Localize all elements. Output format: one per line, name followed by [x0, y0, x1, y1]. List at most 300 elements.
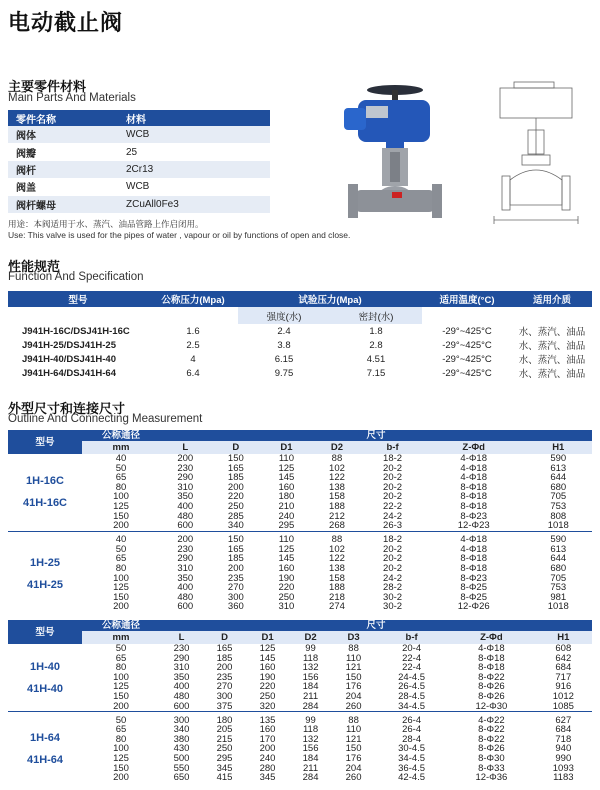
- dim-cell: 80: [115, 662, 127, 674]
- dim-col-header: D1: [246, 631, 289, 644]
- dim-cell: 290: [173, 652, 190, 664]
- dim-cell: 300: [227, 591, 244, 603]
- dim-col-header: H1: [535, 631, 592, 644]
- dim-row: [8, 554, 592, 564]
- spec-cell: -29°~425°C: [442, 325, 492, 337]
- dim-cell: 753: [550, 582, 567, 594]
- dim-cell: 230: [173, 643, 190, 654]
- dim-cell: 295: [278, 520, 295, 532]
- spec-cell: 1.8: [369, 325, 383, 337]
- spec-cell: 2.5: [186, 339, 200, 351]
- dim-cell: 125: [113, 500, 129, 512]
- dim-cell: 40: [115, 453, 127, 464]
- dim-cell: 135: [259, 714, 276, 726]
- dim-cell: 212: [329, 510, 345, 522]
- dim-cell: 627: [555, 714, 572, 726]
- dim-cell: 8-Φ26: [478, 743, 505, 755]
- dim-cell: 132: [302, 733, 319, 745]
- dim-cell: 240: [278, 510, 295, 522]
- dim-cell: 30-2: [383, 601, 403, 613]
- dim-cell: 26-4: [402, 714, 422, 726]
- dim-cell: 260: [345, 772, 362, 784]
- dim-cell: 188: [329, 582, 345, 594]
- dim-cell: 1018: [547, 601, 569, 613]
- spec-sub-strength: 强度(水): [238, 307, 330, 324]
- dim-cell: 350: [173, 671, 190, 683]
- dim-cell: 8-Φ23: [460, 572, 487, 584]
- dim-model-line2: 41H-64: [26, 754, 64, 767]
- dim-cell: 290: [177, 553, 194, 565]
- dim-cell: 156: [302, 743, 319, 755]
- spec-header-medium: 适用介质: [512, 291, 592, 307]
- dim-cell: 270: [216, 681, 233, 693]
- dim-cell: 118: [302, 652, 319, 664]
- dim-header-size: 尺寸: [160, 430, 592, 441]
- dim-row: [8, 483, 592, 493]
- dim-cell: 188: [329, 500, 345, 512]
- dim-cell: 642: [555, 652, 572, 664]
- dim-cell: 100: [113, 743, 129, 755]
- dim-cell: 285: [227, 510, 244, 522]
- dim-cell: 160: [259, 724, 276, 736]
- dim-cell: 981: [550, 591, 567, 603]
- dim-cell: 165: [227, 462, 244, 474]
- dim-cell: 8-Φ22: [478, 733, 505, 745]
- dim-cell: 190: [259, 671, 276, 683]
- dim-cell: 4-Φ18: [478, 643, 505, 654]
- dim-col-header: Z-Φd: [448, 631, 535, 644]
- dim-cell: 185: [216, 652, 233, 664]
- dim-cell: 380: [173, 733, 190, 745]
- dim-cell: 12-Φ30: [475, 700, 508, 712]
- dim-cell: 8-Φ18: [460, 500, 487, 512]
- dim-cell: 284: [302, 772, 319, 784]
- dim-cell: 190: [278, 572, 295, 584]
- dim-cell: 280: [259, 762, 276, 774]
- dim-cell: 110: [345, 724, 362, 736]
- dim-cell: 28-4: [402, 733, 422, 745]
- dim-cell: 122: [329, 553, 345, 565]
- dim-cell: 22-4: [402, 652, 422, 664]
- dim-cell: 200: [259, 743, 276, 755]
- dim-model-cell: [8, 716, 82, 783]
- dim-cell: 400: [177, 582, 194, 594]
- dim-table-a: [8, 430, 592, 612]
- dim-cell: 132: [302, 662, 319, 674]
- dim-cell: 220: [259, 681, 276, 693]
- dim-cell: 215: [216, 733, 233, 745]
- dim-cell: 30-2: [383, 591, 403, 603]
- dim-cell: 590: [550, 453, 567, 464]
- dim-cell: 24-4.5: [398, 671, 426, 683]
- dim-cell: 145: [259, 652, 276, 664]
- dim-cell: 138: [329, 563, 345, 575]
- spec-cell: 4.51: [366, 353, 386, 365]
- dim-cell: 160: [278, 563, 295, 575]
- dim-cell: 8-Φ25: [460, 582, 487, 594]
- dim-cell: 65: [115, 472, 127, 484]
- dim-cell: 200: [177, 453, 194, 464]
- part-name: 阀杆螺母: [8, 196, 118, 213]
- dim-cell: 345: [259, 772, 276, 784]
- part-name: 阀瓣: [16, 148, 36, 160]
- dim-row: [8, 464, 592, 474]
- part-name: 阀盖: [16, 183, 36, 195]
- dim-cell: 12-Φ26: [457, 601, 490, 613]
- dim-cell: 180: [216, 714, 233, 726]
- dim-cell: 80: [115, 733, 127, 745]
- dim-cell: 211: [302, 690, 319, 702]
- dim-header-dn: 公称通径: [82, 430, 160, 441]
- spec-cell: 3.8: [277, 339, 291, 351]
- dim-cell: 99: [305, 643, 316, 654]
- dim-cell: 1018: [547, 520, 569, 532]
- dim-cell: 268: [329, 520, 345, 532]
- dim-cell: 12-Φ23: [457, 520, 490, 532]
- dim-cell: 480: [177, 510, 194, 522]
- dim-row: [8, 521, 592, 531]
- dim-cell: 310: [177, 563, 194, 575]
- dim-cell: 50: [115, 462, 127, 474]
- dim-cell: 150: [227, 453, 244, 464]
- dim-cell: 300: [216, 690, 233, 702]
- dim-cell: 600: [173, 700, 190, 712]
- dim-model-line2: 41H-16C: [22, 497, 68, 510]
- spec-table: [8, 291, 592, 380]
- part-material: WCB: [126, 181, 150, 193]
- dim-cell: 345: [216, 762, 233, 774]
- spec-model: J941H-64/DSJ41H-64: [22, 367, 117, 379]
- dim-cell: 200: [113, 601, 129, 613]
- dim-cell: 300: [173, 714, 190, 726]
- dim-cell: 158: [329, 491, 345, 503]
- dim-cell: 158: [329, 572, 345, 584]
- dim-cell: 36-4.5: [398, 762, 426, 774]
- dim-cell: 125: [113, 753, 129, 765]
- parts-table: [8, 110, 270, 213]
- dim-cell: 150: [113, 762, 129, 774]
- dim-cell: 480: [173, 690, 190, 702]
- dim-cell: 613: [550, 462, 567, 474]
- dim-col-header: D1: [261, 441, 312, 454]
- dim-cell: 24-2: [383, 510, 403, 522]
- dim-cell: 125: [113, 681, 129, 693]
- dim-cell: 185: [227, 472, 244, 484]
- dim-cell: 8-Φ18: [460, 491, 487, 503]
- dim-cell: 100: [113, 671, 129, 683]
- dim-cell: 240: [259, 753, 276, 765]
- dim-cell: 150: [113, 591, 129, 603]
- dim-cell: 65: [115, 724, 127, 736]
- dim-cell: 160: [278, 481, 295, 493]
- dim-cell: 22-2: [383, 500, 403, 512]
- dim-table-b: [8, 620, 592, 783]
- dim-cell: 480: [177, 591, 194, 603]
- dim-row: [8, 593, 592, 603]
- dim-col-header: D: [211, 441, 262, 454]
- dim-cell: 26-4.5: [398, 681, 426, 693]
- spec-cell: 水、蒸汽、油品: [518, 355, 586, 366]
- dim-cell: 20-2: [383, 553, 403, 565]
- dim-cell: 550: [173, 762, 190, 774]
- dim-cell: 200: [216, 662, 233, 674]
- dim-cell: 118: [302, 724, 319, 736]
- dim-col-header: b-f: [362, 441, 423, 454]
- dim-row: [8, 583, 592, 593]
- dim-cell: 8-Φ33: [478, 762, 505, 774]
- dim-cell: 160: [259, 662, 276, 674]
- part-material: 25: [126, 146, 138, 158]
- dim-cell: 200: [227, 481, 244, 493]
- dim-cell: 80: [115, 481, 127, 493]
- dim-cell: 916: [555, 681, 572, 693]
- dim-cell: 705: [550, 572, 567, 584]
- dim-cell: 600: [177, 601, 194, 613]
- dim-cell: 310: [173, 662, 190, 674]
- dim-cell: 644: [550, 553, 567, 565]
- dim-header-model: 型号: [8, 620, 82, 644]
- spec-heading-en: Function And Specification: [8, 271, 144, 283]
- dim-cell: 8-Φ23: [460, 510, 487, 522]
- dim-cell: 20-2: [383, 491, 403, 503]
- dim-col-header: L: [160, 631, 203, 644]
- dim-cell: 20-4: [402, 643, 422, 654]
- dim-cell: 8-Φ22: [478, 671, 505, 683]
- dim-cell: 4-Φ22: [478, 714, 505, 726]
- dim-row: [8, 492, 592, 502]
- use-note-en: Use: This valve is used for the pipes of water , vapour or oil by functions of open and close.: [8, 230, 351, 240]
- dim-header-model: 型号: [8, 430, 82, 454]
- dim-cell: 320: [259, 700, 276, 712]
- dim-cell: 50: [115, 543, 127, 555]
- dim-cell: 176: [345, 681, 362, 693]
- dim-model-line1: 1H-64: [30, 732, 60, 745]
- dim-cell: 88: [348, 714, 359, 726]
- dim-cell: 50: [115, 643, 127, 654]
- dim-cell: 28-4.5: [398, 690, 426, 702]
- spec-cell: 6.4: [186, 367, 200, 379]
- dim-cell: 150: [345, 743, 362, 755]
- dim-header-mm: mm: [82, 441, 160, 454]
- dim-cell: 717: [555, 671, 572, 683]
- dim-cell: 12-Φ36: [475, 772, 508, 784]
- dim-cell: 250: [278, 591, 295, 603]
- dim-cell: 8-Φ22: [478, 724, 505, 736]
- dim-cell: 705: [550, 491, 567, 503]
- dim-cell: 26-3: [383, 520, 403, 532]
- dim-cell: 145: [278, 553, 295, 565]
- dim-cell: 138: [329, 481, 345, 493]
- spec-cell: 9.75: [274, 367, 294, 379]
- dim-cell: 718: [555, 733, 572, 745]
- dim-cell: 8-Φ30: [478, 753, 505, 765]
- dim-cell: 375: [216, 700, 233, 712]
- dim-cell: 430: [173, 743, 190, 755]
- dim-cell: 1085: [552, 700, 574, 712]
- part-material: 2Cr13: [118, 161, 270, 178]
- valve-line-drawing: [490, 80, 590, 240]
- spec-cell: 水、蒸汽、油品: [518, 327, 586, 338]
- spec-cell: 2.8: [369, 339, 383, 351]
- spec-model: J941H-40/DSJ41H-40: [22, 353, 117, 365]
- dim-cell: 28-2: [383, 582, 403, 594]
- spec-model: J941H-16C/DSJ41H-16C: [22, 325, 130, 337]
- dim-cell: 230: [177, 543, 194, 555]
- dim-cell: 165: [216, 643, 233, 654]
- dim-cell: 400: [173, 681, 190, 693]
- dim-cell: 125: [113, 582, 129, 594]
- dim-cell: 88: [348, 643, 359, 654]
- spec-cell: -29°~425°C: [442, 353, 492, 365]
- dim-cell: 165: [227, 543, 244, 555]
- dim-row: [8, 773, 592, 783]
- spec-cell: 1.6: [186, 325, 200, 337]
- dim-cell: 20-2: [383, 472, 403, 484]
- spec-cell: -29°~425°C: [442, 339, 492, 351]
- dim-cell: 753: [550, 500, 567, 512]
- dim-header-dn: 公称通径: [82, 620, 160, 631]
- dim-cell: 22-4: [402, 662, 422, 674]
- spec-model: J941H-25/DSJ41H-25: [22, 339, 117, 351]
- dim-cell: 284: [302, 700, 319, 712]
- dim-cell: 8-Φ18: [460, 563, 487, 575]
- parts-header-name: 零件名称: [8, 110, 118, 126]
- dim-cell: 150: [227, 534, 244, 546]
- dim-cell: 88: [331, 453, 343, 464]
- dim-cell: 65: [115, 652, 127, 664]
- dim-cell: 808: [550, 510, 567, 522]
- dim-cell: 218: [329, 591, 345, 603]
- dim-cell: 1012: [552, 690, 574, 702]
- dim-cell: 650: [173, 772, 190, 784]
- dim-cell: 110: [278, 453, 294, 464]
- dim-cell: 940: [555, 743, 572, 755]
- parts-heading-en: Main Parts And Materials: [8, 92, 136, 104]
- dim-col-header: D: [203, 631, 246, 644]
- dim-cell: 180: [278, 491, 295, 503]
- dim-cell: 20-2: [383, 543, 403, 555]
- dim-cell: 102: [329, 462, 345, 474]
- dim-cell: 125: [259, 643, 276, 654]
- dim-model-cell: [8, 535, 82, 612]
- dim-row: [8, 574, 592, 584]
- dim-model-line1: 1H-25: [30, 556, 60, 569]
- dim-cell: 250: [216, 743, 233, 755]
- dim-cell: 99: [305, 714, 316, 726]
- dim-model-line2: 41H-25: [26, 578, 64, 591]
- dim-cell: 295: [216, 753, 233, 765]
- dim-cell: 110: [278, 534, 294, 546]
- dim-cell: 204: [345, 690, 362, 702]
- dim-cell: 88: [331, 534, 343, 546]
- dim-cell: 415: [216, 772, 233, 784]
- dim-cell: 500: [173, 753, 190, 765]
- dim-cell: 290: [177, 472, 194, 484]
- dim-cell: 100: [113, 572, 129, 584]
- dim-cell: 220: [278, 582, 295, 594]
- dim-cell: 4-Φ18: [460, 472, 487, 484]
- dim-row: [8, 473, 592, 483]
- dim-cell: 200: [177, 534, 194, 546]
- dim-col-header: H1: [525, 441, 592, 454]
- dim-cell: 110: [345, 652, 362, 664]
- dim-cell: 20-2: [383, 563, 403, 575]
- dim-cell: 310: [177, 481, 194, 493]
- spec-header-pn: 公称压力(Mpa): [148, 291, 238, 307]
- dim-cell: 20-2: [383, 481, 403, 493]
- dim-cell: 8-Φ18: [460, 553, 487, 565]
- dim-cell: 18-2: [383, 453, 403, 464]
- dim-model-line1: 1H-16C: [26, 475, 64, 488]
- dim-heading-cn: 外型尺寸和连接尺寸: [8, 401, 126, 416]
- dim-col-header: D2: [289, 631, 332, 644]
- page-title: 电动截止阀: [8, 10, 124, 35]
- dim-cell: 220: [227, 491, 244, 503]
- dim-cell: 350: [177, 572, 194, 584]
- dim-cell: 274: [329, 601, 345, 613]
- dim-cell: 680: [550, 481, 567, 493]
- spec-sub-seal: 密封(水): [330, 307, 422, 324]
- dim-row: [8, 702, 592, 712]
- dim-cell: 24-2: [383, 572, 403, 584]
- dim-cell: 30-4.5: [398, 743, 426, 755]
- dim-row: [8, 512, 592, 522]
- dim-cell: 121: [345, 662, 362, 674]
- dim-cell: 8-Φ18: [478, 662, 505, 674]
- dim-cell: 50: [115, 714, 127, 726]
- dim-cell: 400: [177, 500, 194, 512]
- spec-cell: 4: [190, 353, 196, 365]
- dim-cell: 990: [555, 753, 572, 765]
- dim-cell: 260: [345, 700, 362, 712]
- dim-row: [8, 564, 592, 574]
- dim-cell: 150: [345, 671, 362, 683]
- dim-cell: 8-Φ26: [478, 681, 505, 693]
- spec-cell: -29°~425°C: [442, 367, 492, 379]
- spec-heading-cn: 性能规范: [8, 259, 61, 274]
- dim-cell: 590: [550, 534, 567, 546]
- dim-col-header: Z-Φd: [423, 441, 525, 454]
- spec-header-test: 试验压力(Mpa): [238, 291, 422, 307]
- dim-cell: 65: [115, 553, 127, 565]
- dim-cell: 4-Φ18: [460, 534, 487, 546]
- dim-row: [8, 502, 592, 512]
- dim-cell: 613: [550, 543, 567, 555]
- dim-cell: 200: [113, 772, 129, 784]
- dim-cell: 250: [259, 690, 276, 702]
- dim-cell: 200: [113, 520, 129, 532]
- dim-model-cell: [8, 454, 82, 531]
- dim-cell: 184: [302, 753, 319, 765]
- dim-cell: 34-4.5: [398, 753, 426, 765]
- spec-cell: 7.15: [366, 367, 386, 379]
- dim-cell: 350: [177, 491, 194, 503]
- part-material: WCB: [118, 126, 270, 143]
- dim-heading-en: Outline And Connecting Measurement: [8, 413, 203, 425]
- dim-cell: 8-Φ26: [478, 690, 505, 702]
- dim-cell: 270: [227, 582, 244, 594]
- dim-cell: 4-Φ18: [460, 453, 487, 464]
- dim-cell: 680: [550, 563, 567, 575]
- part-material: ZCuAll0Fe3: [118, 196, 270, 213]
- dim-header-size: 尺寸: [160, 620, 592, 631]
- dim-row: [8, 545, 592, 555]
- dim-cell: 360: [227, 601, 244, 613]
- dim-cell: 1093: [552, 762, 574, 774]
- parts-header-material: 材料: [118, 110, 270, 126]
- dim-cell: 80: [115, 563, 127, 575]
- dim-cell: 600: [177, 520, 194, 532]
